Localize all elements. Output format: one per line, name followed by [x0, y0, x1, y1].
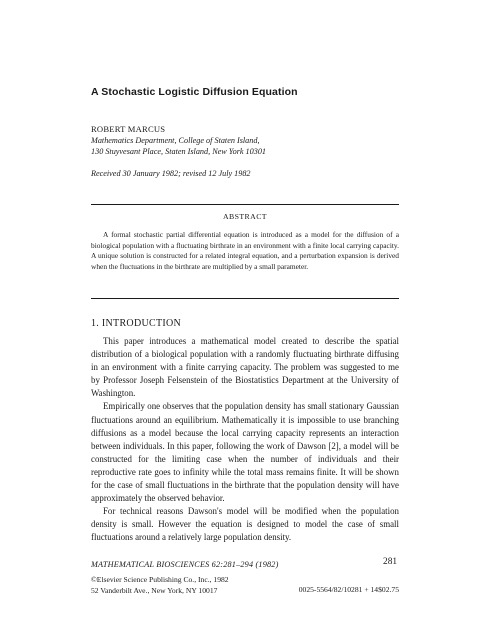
abstract-body	[91, 230, 399, 272]
body-paragraph: This paper introduces a mathematical model created to describe the spatial distribution of a biological population with a randomly fluctuating birthrate diffusing in an environment with a finite carrying capacity. The problem was suggested to me by Professor Joseph Felsenstein of the Biostatistics Department at the University of Washington.	[91, 336, 399, 399]
affiliation-line-1: Mathematics Department, College of Staten Island,	[91, 136, 260, 145]
abstract-heading: ABSTRACT	[223, 212, 267, 221]
body-paragraph: For technical reasons Dawson's model will be modified when the population density is small. However the equation is designed to model the case of small fluctuations around a relatively large population density.	[91, 506, 399, 543]
copyright-line-1: ©Elsevier Science Publishing Co., Inc., 1982	[91, 575, 229, 584]
affiliation-line-2: 130 Stuyvesant Place, Staten Island, New York 10301	[91, 147, 267, 156]
issn-code: 0025-5564/82/10281 + 14$02.75	[298, 585, 399, 594]
author-name: ROBERT MARCUS	[91, 124, 166, 134]
copyright-line-2: 52 Vanderbilt Ave., New York, NY 10017	[91, 585, 218, 595]
author-affiliation	[91, 135, 266, 157]
section-heading: 1. INTRODUCTION	[91, 318, 182, 329]
section-body	[91, 335, 399, 545]
journal-citation: MATHEMATICAL BIOSCIENCES 62:281–294 (1982)	[91, 560, 279, 569]
body-paragraph: Empirically one observes that the population density has small stationary Gaussian fluctuations around an equilibrium. Mathematically it is impossible to use branching diffusions as a model because the local carrying capacity represents an interaction between individuals. In this paper, following the work of Dawson [2], a model will be constructed for the limiting case when the number of individuals and their reproductive rate goes to infinity while the total mass remains finite. It will be shown for the case of small fluctuations in the birthrate that the population density will have approximately the observed behavior.	[91, 401, 399, 504]
paper-title: A Stochastic Logistic Diffusion Equation	[91, 86, 298, 98]
abstract-text: A formal stochastic partial differential equation is introduced as a model for the diffusion of a biological population with a fluctuating birthrate in an environment with a finite local carrying capacity. A unique solution is constructed for a related integral equation, and a perturbation expansion is derived when the fluctuations in the birthrate are multiplied by a small parameter.	[91, 230, 399, 271]
abstract-bottom-rule	[91, 298, 399, 299]
copyright-notice	[91, 575, 229, 597]
received-dates: Received 30 January 1982; revised 12 July 1982	[91, 169, 251, 178]
page-number: 281	[383, 557, 398, 567]
abstract-top-rule	[91, 204, 399, 205]
